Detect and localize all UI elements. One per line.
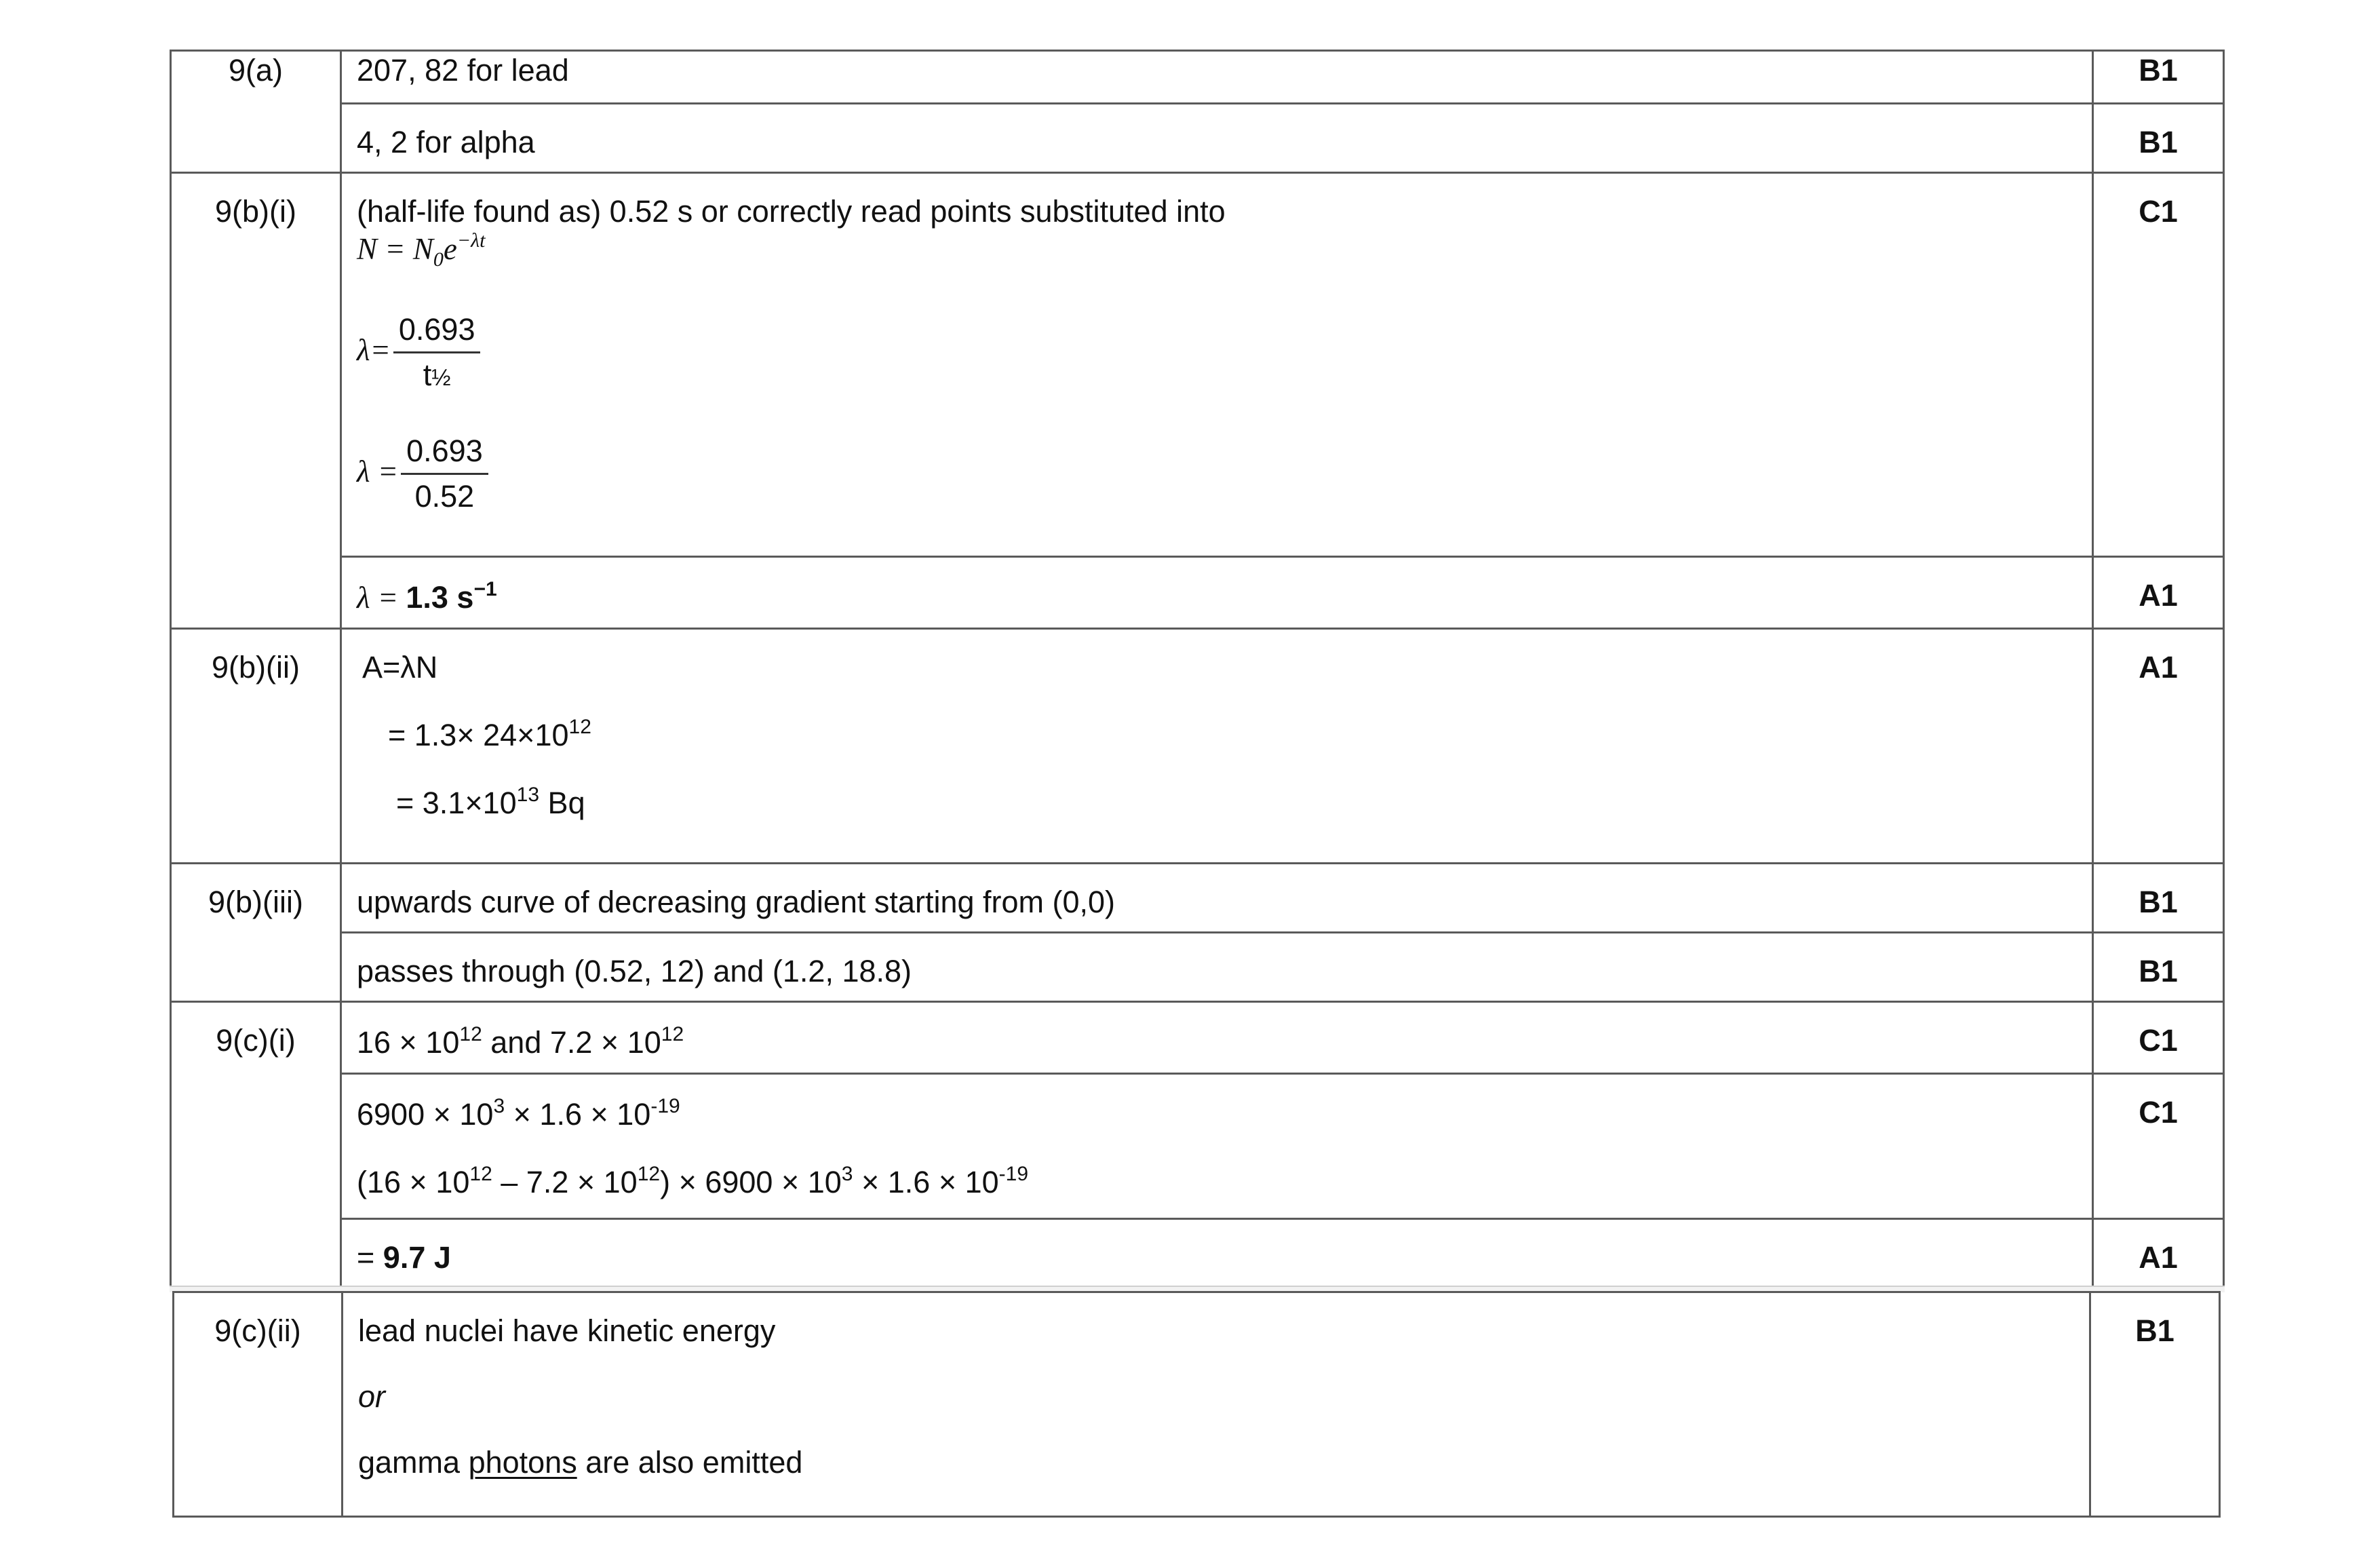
mark-cell: A1 [2093,557,2224,629]
lambda-symbol: λ = [357,454,399,488]
answer-cell [341,173,2093,557]
table-row [171,173,2224,557]
answer-text: lead nuclei have kinetic energy [358,1313,776,1348]
equation-part: = 3.1×10 [396,785,517,820]
table-row [171,1002,2224,1074]
answer-cell [341,1074,2093,1219]
equation-part: N = N [357,231,433,266]
question-number: 9(b)(ii) [171,629,341,864]
answer-text: A=λN [362,650,438,685]
answer-cell [341,557,2093,629]
table-row [171,557,2224,629]
fraction-numerator: 0.693 [401,433,488,475]
answer-cell [343,1292,2090,1517]
exponent: 12 [469,1162,492,1185]
final-answer: 9.7 J [383,1240,451,1275]
lambda-symbol: λ = [357,581,406,615]
answer-text: (half-life found as) 0.52 s or correctly read points substituted into [357,194,1226,229]
answer-text: 4, 2 for alpha [357,125,535,159]
equation-part: 6900 × 10 [357,1097,494,1132]
alternative-keyword: or [358,1379,386,1414]
answer-cell [341,104,2093,173]
mark-cell: C1 [2093,1002,2224,1074]
equation-part: e [443,231,457,266]
half-subscript: ½ [431,365,451,391]
mark-cell: B1 [2093,933,2224,1002]
table-row [171,1074,2224,1219]
exponent: 12 [637,1162,661,1185]
table-row [171,864,2224,933]
table-row [171,51,2224,104]
fraction-numerator: 0.693 [393,312,481,353]
answer-cell [341,51,2093,104]
answer-text [362,784,2077,821]
lambda-formula [357,312,2077,393]
equation-exponent: −λt [456,229,486,252]
table-row [171,629,2224,864]
mark-cell: C1 [2093,1074,2224,1219]
mark-cell: B1 [2093,864,2224,933]
answer-text [357,1163,2077,1200]
equation-part: and 7.2 × 10 [482,1025,661,1060]
answer-cell [341,864,2093,933]
exponent: -19 [998,1162,1029,1185]
question-number: 9(c)(ii) [174,1292,343,1517]
question-number: 9(b)(i) [171,173,341,629]
exponent: 12 [568,715,591,738]
answer-text [362,716,2077,753]
question-number: 9(a) [171,51,341,173]
decay-equation [357,229,2077,272]
fraction-denominator [423,353,451,393]
answer-cell [341,1219,2093,1288]
mark-cell: A1 [2093,1219,2224,1288]
mark-cell: B1 [2093,104,2224,173]
table-row [174,1292,2220,1517]
mark-scheme-table [170,50,2225,1289]
mark-scheme-table-continued [172,1291,2221,1518]
exponent: 3 [493,1095,505,1117]
lambda-substitution [357,433,2077,514]
unit: Bq [539,785,585,820]
equation-part: × 1.6 × 10 [505,1097,651,1132]
text-part: gamma [358,1444,469,1480]
equals-sign: = [357,1240,383,1275]
answer-text: 207, 82 for lead [357,53,569,88]
t-symbol: t [423,358,432,392]
answer-text [357,1095,2077,1132]
question-number: 9(c)(i) [171,1002,341,1288]
unit-exponent: −1 [473,578,497,600]
equation-part: 16 × 10 [357,1025,460,1060]
exponent: -19 [650,1095,680,1117]
equation-part: (16 × 10 [357,1164,470,1199]
mark-cell: B1 [2090,1292,2220,1517]
answer-cell [341,629,2093,864]
equation-subscript: 0 [433,248,444,271]
equation-part: ) × 6900 × 10 [660,1164,842,1199]
mark-cell: B1 [2093,51,2224,104]
text-part: are also emitted [577,1444,803,1480]
answer-cell [341,933,2093,1002]
exponent: 12 [661,1023,684,1045]
exponent: 13 [516,783,540,806]
table-row [171,104,2224,173]
fraction-denominator: 0.52 [414,478,475,514]
table-row [171,933,2224,1002]
fraction [393,312,481,393]
equation-part: – 7.2 × 10 [492,1164,638,1199]
mark-cell: A1 [2093,629,2224,864]
lambda-symbol: λ= [357,333,391,368]
answer-cell [341,1002,2093,1074]
final-answer: 1.3 s [406,580,474,615]
equation-part: × 1.6 × 10 [853,1164,999,1199]
underlined-keyword: photons [468,1444,577,1480]
table-row [171,1219,2224,1288]
equation-part: = 1.3× 24×10 [388,717,569,752]
answer-text: passes through (0.52, 12) and (1.2, 18.8) [357,954,912,988]
mark-cell: C1 [2093,173,2224,557]
exponent: 12 [459,1023,482,1045]
exponent: 3 [841,1162,853,1185]
answer-text [358,1445,2074,1480]
fraction [401,433,488,514]
answer-text: upwards curve of decreasing gradient starting from (0,0) [357,885,1116,919]
question-number: 9(b)(iii) [171,864,341,1002]
